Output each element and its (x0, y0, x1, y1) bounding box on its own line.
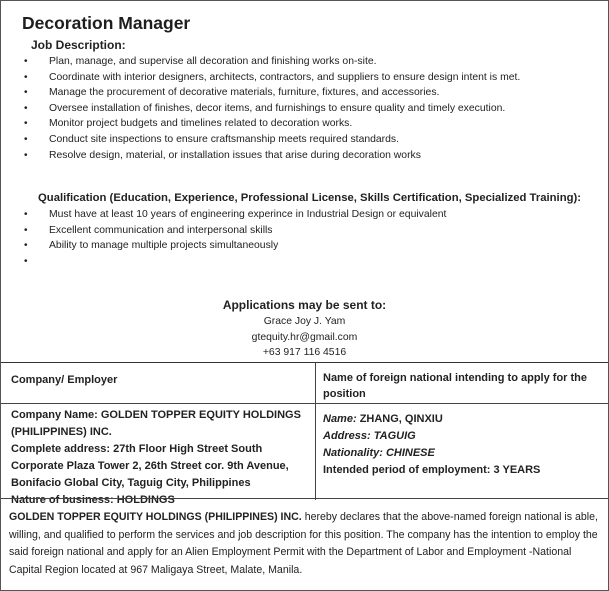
qualification-list (1, 207, 601, 269)
job-posting-section (1, 1, 608, 357)
list-item: • Coordinate with interior designers, architects, contractors, and suppliers to ensure design intent is met. (1, 70, 601, 86)
bullet-icon: • (24, 118, 28, 130)
bullet-icon: • (24, 71, 28, 83)
bullet-icon: • (24, 149, 28, 161)
list-item: • Manage the procurement of decorative materials, furniture, fixtures, and accessories. (1, 85, 601, 101)
contact-name: Grace Joy J. Yam (263, 316, 346, 327)
list-item: • Monitor project budgets and timelines related to decoration works. (1, 116, 601, 132)
company-name-line: (PHILIPPINES) INC. (11, 426, 112, 438)
column-divider (315, 404, 316, 500)
contact-phone: +63 917 116 4516 (262, 347, 347, 358)
declaration-text (9, 509, 603, 579)
company-address-line: Bonifacio Global City, Taguig City, Philippines (11, 477, 251, 489)
national-name: Name: ZHANG, QINXIU (323, 413, 443, 425)
bullet-icon: • (24, 240, 28, 252)
bullet-icon: • (24, 133, 28, 145)
bullet-icon: • (24, 255, 28, 267)
company-name-line: Company Name: GOLDEN TOPPER EQUITY HOLDINGS (11, 409, 301, 421)
national-address: Address: TAGUIG (323, 430, 416, 442)
list-item: • Conduct site inspections to ensure craftsmanship meets required standards. (1, 132, 601, 148)
bullet-icon: • (24, 102, 28, 114)
list-item: • Must have at least 10 years of engineering experince in Industrial Design or equivalent (1, 207, 601, 223)
nature-of-business: Nature of business: HOLDINGS (11, 494, 175, 506)
list-item: • Ability to manage multiple projects simultaneously (1, 238, 601, 254)
employer-details (11, 407, 311, 509)
declaration-statement: hereby declares that the above-named foreign national is able, willing, and qualified to perform the services and job description for this position. The company has the intention to employ the said foreign national and apply for an Alien Employment Permit with the Department of Labor and Employment -National Capital Region located at 967 Maligaya Street, Malate, Manila. (9, 511, 598, 576)
list-item: • Oversee installation of finishes, decor items, and furnishings to ensure quality and timely execution. (1, 101, 601, 117)
employment-period: Intended period of employment: 3 YEARS (323, 464, 541, 476)
bullet-icon: • (24, 209, 28, 220)
job-description-heading: Job Description: (31, 38, 126, 52)
table-header-row (1, 363, 608, 404)
company-address-line: Complete address: 27th Floor High Street South (11, 443, 263, 455)
list-item: • Resolve design, material, or installation issues that arise during decoration works (1, 148, 601, 164)
bullet-icon: • (24, 224, 28, 236)
employer-table (1, 362, 608, 506)
job-title: Decoration Manager (22, 13, 191, 33)
contact-email: gtequity.hr@gmail.com (251, 332, 358, 343)
column-divider (315, 363, 316, 403)
foreign-national-column-header: Name of foreign national intending to apply for the position (323, 372, 587, 400)
company-address-line: Corporate Plaza Tower 2, 26th Street cor. 9th Avenue, (11, 460, 289, 472)
bullet-icon: • (24, 87, 28, 99)
bullet-icon: • (24, 56, 28, 67)
declaring-company: GOLDEN TOPPER EQUITY HOLDINGS (PHILIPPINES) INC. (9, 511, 302, 523)
list-item: • Plan, manage, and supervise all decoration and finishing works on-site. (1, 54, 601, 70)
job-description-list (1, 54, 601, 163)
list-item: • Excellent communication and interpersonal skills (1, 223, 601, 239)
qualification-heading: Qualification (Education, Experience, Professional License, Skills Certification, Specialized Training): (38, 192, 582, 204)
applications-heading: Applications may be sent to: (222, 298, 387, 312)
foreign-national-details (323, 411, 603, 479)
national-nationality: Nationality: CHINESE (323, 447, 435, 459)
declaration-section (1, 498, 608, 591)
table-row (1, 404, 608, 506)
employer-column-header: Company/ Employer (11, 374, 118, 386)
list-item (1, 254, 601, 270)
